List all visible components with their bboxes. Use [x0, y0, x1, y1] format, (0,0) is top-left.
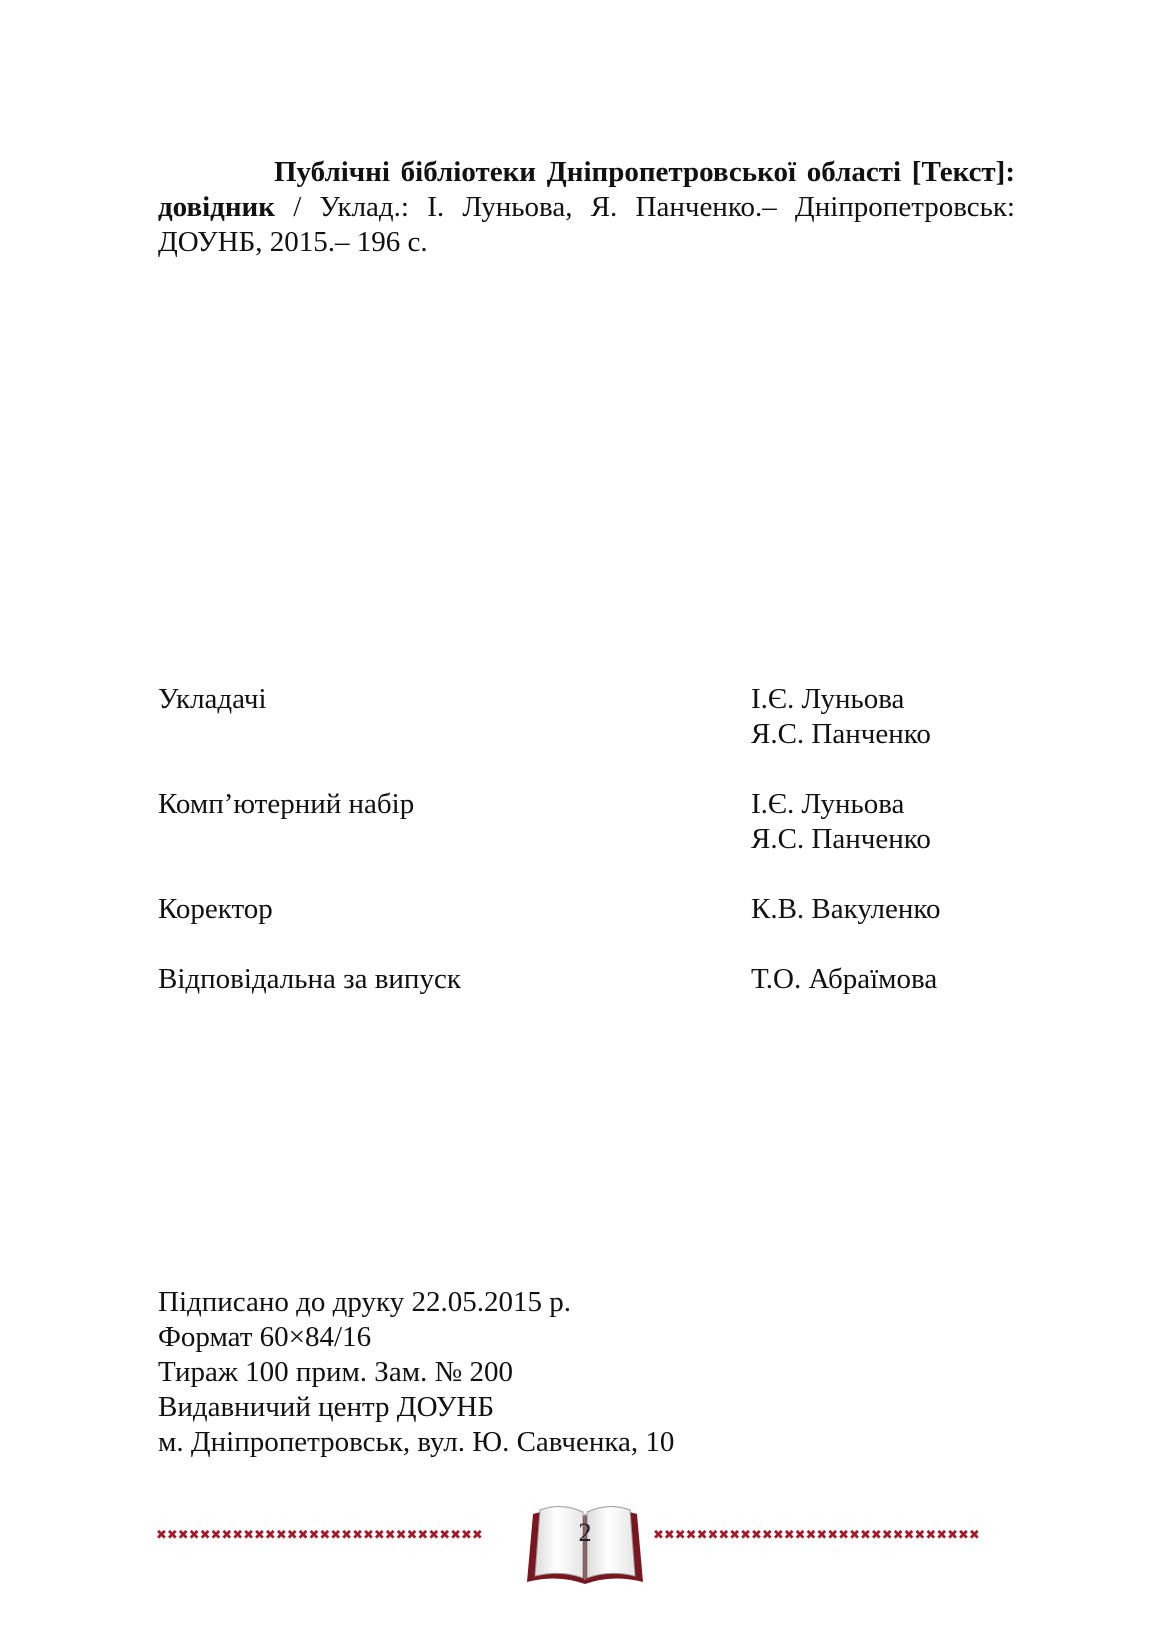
imprint-line: Формат 60×84/16 — [158, 1321, 372, 1353]
credit-name: І.Є. Луньова — [751, 788, 905, 820]
credit-names — [751, 787, 1015, 892]
bibliographic-description — [158, 155, 1015, 260]
credit-names — [751, 962, 1015, 997]
imprint-block — [158, 1285, 674, 1460]
credit-name: К.В. Вакуленко — [751, 893, 941, 925]
page-number: 2 — [578, 1518, 592, 1547]
bibliographic-details: / Уклад.: І. Луньова, Я. Панченко.– Дніпропетровськ: ДОУНБ, 2015.– 196 с. — [158, 191, 1015, 258]
credit-row — [158, 892, 1015, 962]
imprint-line: Видавничий центр ДОУНБ — [158, 1391, 495, 1423]
page-footer — [150, 1500, 1020, 1590]
imprint-line: Підписано до друку 22.05.2015 р. — [158, 1286, 571, 1318]
credit-role: Коректор — [158, 893, 273, 925]
bibliographic-title: Публічні бібліотеки Дніпропетровської області [Текст]: довідник — [158, 156, 1015, 223]
imprint-line: Тираж 100 прим. Зам. № 200 — [158, 1356, 513, 1388]
credit-role: Комп’ютерний набір — [158, 788, 415, 820]
credit-names — [751, 682, 1015, 787]
credit-name: Т.О. Абраїмова — [751, 963, 938, 995]
credit-role: Відповідальна за випуск — [158, 963, 461, 995]
cross-stitch-border-right: ✖✖✖✖✖✖✖✖✖✖✖✖✖✖✖✖✖✖✖✖✖✖✖✖✖✖✖✖✖✖ — [653, 1528, 980, 1543]
credit-row — [158, 682, 1015, 787]
credit-row — [158, 962, 1015, 997]
credit-row — [158, 787, 1015, 892]
credit-names — [751, 892, 1015, 962]
credit-name: Я.С. Панченко — [751, 823, 931, 855]
imprint-line: м. Дніпропетровськ, вул. Ю. Савченка, 10 — [158, 1426, 675, 1458]
credit-name: Я.С. Панченко — [751, 718, 931, 750]
credit-name: І.Є. Луньова — [751, 683, 905, 715]
credits-list — [158, 682, 1015, 997]
credit-role: Укладачі — [158, 683, 267, 715]
cross-stitch-border-left: ✖✖✖✖✖✖✖✖✖✖✖✖✖✖✖✖✖✖✖✖✖✖✖✖✖✖✖✖✖✖ — [156, 1528, 483, 1543]
